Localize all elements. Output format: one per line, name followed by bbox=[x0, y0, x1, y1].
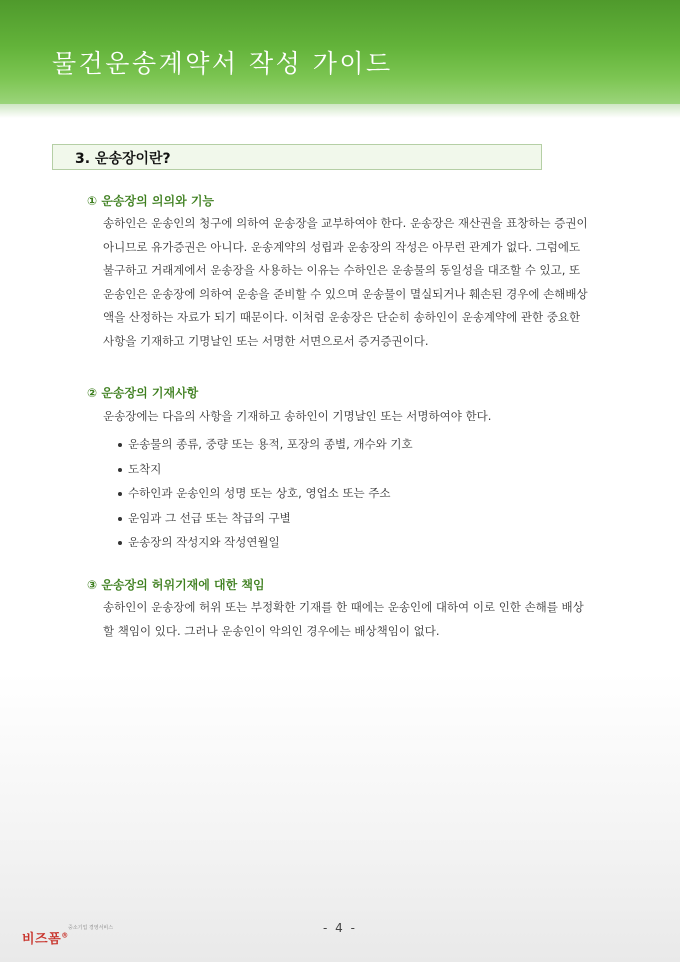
bullet-dot-icon bbox=[118, 517, 122, 521]
bullet-dot-icon bbox=[118, 492, 122, 496]
subheading-2: ② 운송장의 기재사항 bbox=[87, 386, 199, 400]
paragraph-1 bbox=[103, 212, 631, 354]
document-title: 물건운송계약서 작성 가이드 bbox=[52, 49, 393, 78]
paragraph-line: 불구하고 거래계에서 운송장을 사용하는 이유는 수하인은 운송물의 동일성을 대조할 수 있고, 또 bbox=[103, 263, 581, 278]
bullet-dot-icon bbox=[118, 443, 122, 447]
list-item: 운송장의 작성지와 작성연월일 bbox=[118, 530, 413, 555]
subheading-1: ① 운송장의 의의와 기능 bbox=[87, 194, 215, 208]
bullet-dot-icon bbox=[118, 541, 122, 545]
paragraph-line: 액을 산정하는 자료가 되기 때문이다. 이처럼 운송장은 단순히 송하인이 운송계약에 관한 중요한 bbox=[103, 310, 581, 325]
header-shade bbox=[0, 104, 680, 118]
subheading-3: ③ 운송장의 허위기재에 대한 책임 bbox=[87, 578, 265, 592]
bullet-dot-icon bbox=[118, 468, 122, 472]
paragraph-2-intro: 운송장에는 다음의 사항을 기재하고 송하인이 기명날인 또는 서명하여야 한다. bbox=[103, 409, 492, 423]
page-number: - 4 - bbox=[323, 921, 357, 935]
paragraph-line: 사항을 기재하고 기명날인 또는 서명한 서면으로서 증거증권이다. bbox=[103, 333, 429, 348]
paragraph-3 bbox=[103, 596, 631, 643]
paragraph-line: 송하인이 운송장에 허위 또는 부정확한 기재를 한 때에는 운송인에 대하여 이로 인한 손해를 배상 bbox=[103, 600, 584, 614]
list-item: 도착지 bbox=[118, 457, 413, 482]
list-item: 운송물의 종류, 중량 또는 용적, 포장의 종별, 개수와 기호 bbox=[118, 432, 413, 457]
header-banner bbox=[0, 0, 680, 104]
logo-text: 비즈폼® bbox=[22, 931, 69, 947]
logo-tagline: 중소기업 경영서비스 bbox=[68, 925, 114, 931]
paragraph-line: 송하인은 운송인의 청구에 의하여 운송장을 교부하여야 한다. 운송장은 재산권을 표창하는 증권이 bbox=[103, 216, 588, 230]
paragraph-line: 운송인은 운송장에 의하여 운송을 준비할 수 있으며 운송물이 멸실되거나 훼손된 경우에 손해배상 bbox=[103, 286, 588, 301]
paragraph-line: 아니므로 유가증권은 아니다. 운송계약의 성립과 운송장의 작성은 아무런 관계가 없다. 그럼에도 bbox=[103, 239, 581, 254]
paragraph-line: 할 책임이 있다. 그러나 운송인이 악의인 경우에는 배상책임이 없다. bbox=[103, 623, 440, 638]
bullet-list bbox=[118, 432, 413, 555]
list-item: 수하인과 운송인의 성명 또는 상호, 영업소 또는 주소 bbox=[118, 481, 413, 506]
section-title: 3. 운송장이란? bbox=[75, 151, 171, 167]
section-title-box bbox=[52, 144, 542, 170]
list-item: 운임과 그 선급 또는 착급의 구별 bbox=[118, 506, 413, 531]
